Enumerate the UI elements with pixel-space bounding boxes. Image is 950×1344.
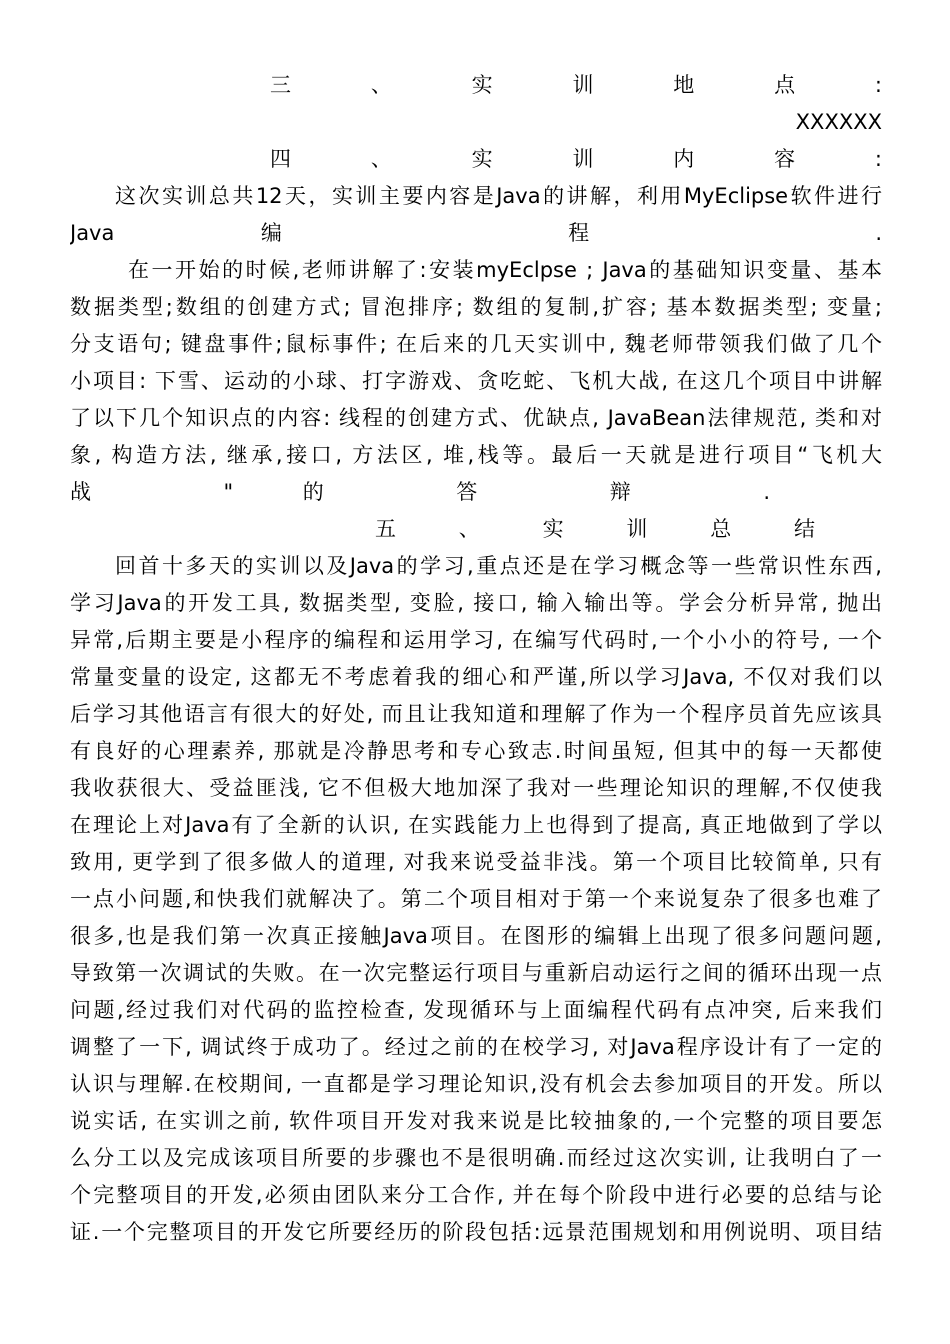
summary-paragraph-line: 很多,也是我们第一次真正接触Java项目。在图形的编辑上出现了很多问题问题, [70, 924, 882, 948]
content-paragraph-1-line: 这次实训总共12天，实训主要内容是Java的讲解，利用MyEclipse软件进行 [115, 184, 882, 208]
summary-paragraph-line: 学习Java的开发工具, 数据类型, 变脸, 接口, 输入输出等。学会分析异常, 抛出 [70, 591, 882, 615]
summary-paragraph-line: 后学习其他语言有很大的好处, 而且让我知道和理解了作为一个程序员首先应该具 [70, 702, 882, 726]
heading-location: 三 、 实 训 地 点 : [270, 73, 882, 97]
summary-paragraph-line: 认识与理解.在校期间, 一直都是学习理论知识,没有机会去参加项目的开发。所以 [70, 1072, 882, 1096]
summary-paragraph-line: 么分工以及完成该项目所要的步骤也不是很明确.而经过这次实训, 让我明白了一 [70, 1146, 882, 1170]
heading-summary: 五 、 实 训 总 结 [375, 517, 815, 541]
summary-paragraph-line: 异常,后期主要是小程序的编程和运用学习, 在编写代码时,一个小小的符号, 一个 [70, 628, 882, 652]
content-paragraph-2-line: 战 " 的 答 辩 . [70, 480, 770, 504]
summary-paragraph-line: 个完整项目的开发,必须由团队来分工合作, 并在每个阶段中进行必要的总结与论 [70, 1183, 882, 1207]
summary-paragraph-line: 问题,经过我们对代码的监控检查, 发现循环与上面编程代码有点冲突, 后来我们 [70, 998, 882, 1022]
summary-paragraph-line: 在理论上对Java有了全新的认识, 在实践能力上也得到了提高, 真正地做到了学以 [70, 813, 882, 837]
summary-paragraph-line: 我收获很大、受益匪浅, 它不但极大地加深了我对一些理论知识的理解,不仅使我 [70, 776, 882, 800]
summary-paragraph-line: 说实话, 在实训之前, 软件项目开发对我来说是比较抽象的,一个完整的项目要怎 [70, 1109, 882, 1133]
summary-paragraph-line: 导致第一次调试的失败。在一次完整运行项目与重新启动运行之间的循环出现一点 [70, 961, 882, 985]
content-paragraph-2-line: 了以下几个知识点的内容: 线程的创建方式、优缺点, JavaBean法律规范, 类和对 [70, 406, 882, 430]
content-paragraph-2-line: 小项目: 下雪、运动的小球、打字游戏、贪吃蛇、飞机大战, 在这几个项目中讲解 [70, 369, 882, 393]
summary-paragraph-line: 常量变量的设定, 这都无不考虑着我的细心和严谨,所以学习Java, 不仅对我们以 [70, 665, 882, 689]
content-paragraph-2-line: 象, 构造方法, 继承,接口, 方法区, 堆,栈等。最后一天就是进行项目“飞机大 [70, 443, 882, 467]
summary-paragraph-line: 有良好的心理素养, 那就是冷静思考和专心致志.时间虽短, 但其中的每一天都使 [70, 739, 882, 763]
content-paragraph-2-line: 在一开始的时候,老师讲解了:安装myEclpse ; Java的基础知识变量、基本 [128, 258, 882, 282]
summary-paragraph-line: 回首十多天的实训以及Java的学习,重点还是在学习概念等一些常识性东西, [115, 554, 882, 578]
heading-content: 四 、 实 训 内 容 : [270, 147, 882, 171]
content-paragraph-2-line: 分支语句; 键盘事件;鼠标事件; 在后来的几天实训中, 魏老师带领我们做了几个 [70, 332, 882, 356]
summary-paragraph-line: 证.一个完整项目的开发它所要经历的阶段包括:远景范围规划和用例说明、项目结 [70, 1220, 882, 1244]
summary-paragraph-line: 致用, 更学到了很多做人的道理, 对我来说受益非浅。第一个项目比较简单, 只有 [70, 850, 882, 874]
summary-paragraph-line: 一点小问题,和快我们就解决了。第二个项目相对于第一个来说复杂了很多也难了 [70, 887, 882, 911]
location-value: XXXXXX [795, 110, 882, 134]
content-paragraph-1-line: Java 编 程 . [70, 221, 882, 245]
content-paragraph-2-line: 数据类型;数组的创建方式; 冒泡排序; 数组的复制,扩容; 基本数据类型; 变量; [70, 295, 882, 319]
summary-paragraph-line: 调整了一下, 调试终于成功了。经过之前的在校学习, 对Java程序设计有了一定的 [70, 1035, 882, 1059]
